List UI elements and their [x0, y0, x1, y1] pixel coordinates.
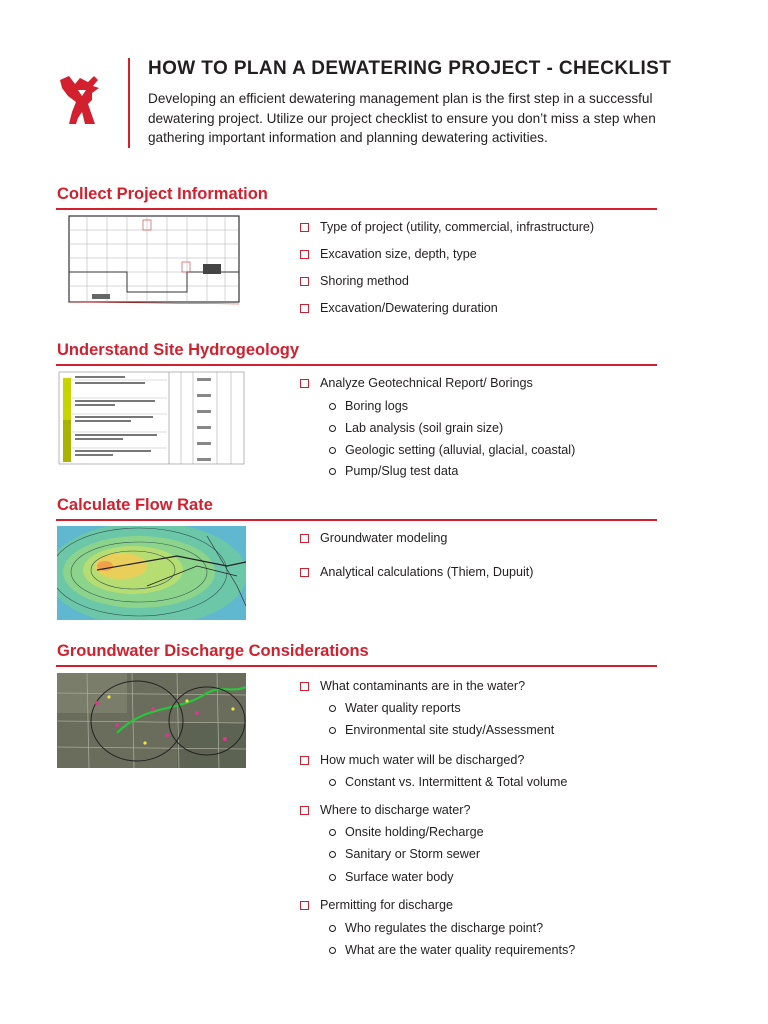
checklist-subitem: Water quality reports — [329, 701, 461, 715]
boring-log-image — [57, 370, 246, 466]
bullet-circle-icon — [329, 779, 336, 786]
checklist-item[interactable]: Permitting for discharge — [300, 898, 453, 912]
aerial-map-image — [57, 673, 246, 768]
bullet-circle-icon — [329, 829, 336, 836]
bullet-circle-icon — [329, 947, 336, 954]
griffin-logo-icon — [58, 74, 104, 126]
checkbox-icon[interactable] — [300, 304, 309, 313]
checkbox-icon[interactable] — [300, 682, 309, 691]
header-divider — [128, 58, 130, 148]
section-title-understand-site-hydrogeology: Understand Site Hydrogeology — [57, 341, 300, 359]
checkbox-icon[interactable] — [300, 379, 309, 388]
section-title-groundwater-discharge-considerations: Groundwater Discharge Considerations — [57, 642, 369, 660]
checklist-item[interactable]: Excavation size, depth, type — [300, 247, 477, 261]
checklist-subitem: Geologic setting (alluvial, glacial, coastal) — [329, 443, 575, 457]
checklist-item[interactable]: Groundwater modeling — [300, 531, 447, 545]
bullet-circle-icon — [329, 727, 336, 734]
checkbox-icon[interactable] — [300, 756, 309, 765]
section-divider — [56, 208, 657, 210]
checklist-subitem: Surface water body — [329, 870, 454, 884]
checkbox-icon[interactable] — [300, 223, 309, 232]
checklist-item[interactable]: Shoring method — [300, 274, 409, 288]
section-title-collect-project-information: Collect Project Information — [57, 185, 268, 203]
checklist-subitem: Who regulates the discharge point? — [329, 921, 543, 935]
bullet-circle-icon — [329, 468, 336, 475]
bullet-circle-icon — [329, 403, 336, 410]
checklist-item[interactable]: Where to discharge water? — [300, 803, 471, 817]
checkbox-icon[interactable] — [300, 568, 309, 577]
checklist-item[interactable]: Type of project (utility, commercial, infrastructure) — [300, 220, 594, 234]
checkbox-icon[interactable] — [300, 250, 309, 259]
page-title: HOW TO PLAN A DEWATERING PROJECT - CHECKLIST — [148, 58, 672, 79]
bullet-circle-icon — [329, 851, 336, 858]
bullet-circle-icon — [329, 705, 336, 712]
groundwater-model-contours-image — [57, 526, 246, 620]
section-divider — [56, 519, 657, 521]
section-divider — [56, 665, 657, 667]
checklist-item[interactable]: Excavation/Dewatering duration — [300, 301, 498, 315]
checklist-item[interactable]: What contaminants are in the water? — [300, 679, 525, 693]
bullet-circle-icon — [329, 425, 336, 432]
checklist-subitem: Boring logs — [329, 399, 408, 413]
checklist-subitem: Sanitary or Storm sewer — [329, 847, 480, 861]
checklist-subitem: Environmental site study/Assessment — [329, 723, 554, 737]
bullet-circle-icon — [329, 447, 336, 454]
checkbox-icon[interactable] — [300, 534, 309, 543]
checkbox-icon[interactable] — [300, 901, 309, 910]
checklist-subitem: Pump/Slug test data — [329, 464, 458, 478]
checklist-item[interactable]: Analytical calculations (Thiem, Dupuit) — [300, 565, 533, 579]
intro-paragraph: Developing an efficient dewatering management plan is the first step in a successful dewatering project. Utilize our project checklist to ensure you don’t miss a step when gathering important information and planning dewatering activities. — [148, 91, 656, 145]
checkbox-icon[interactable] — [300, 806, 309, 815]
bullet-circle-icon — [329, 874, 336, 881]
checklist-item[interactable]: Analyze Geotechnical Report/ Borings — [300, 376, 533, 390]
site-plan-drawing-image — [57, 212, 246, 308]
checklist-item[interactable]: How much water will be discharged? — [300, 753, 524, 767]
section-title-calculate-flow-rate: Calculate Flow Rate — [57, 496, 213, 514]
checklist-subitem: Onsite holding/Recharge — [329, 825, 484, 839]
bullet-circle-icon — [329, 925, 336, 932]
checkbox-icon[interactable] — [300, 277, 309, 286]
checklist-subitem: Lab analysis (soil grain size) — [329, 421, 503, 435]
checklist-subitem: Constant vs. Intermittent & Total volume — [329, 775, 567, 789]
checklist-subitem: What are the water quality requirements? — [329, 943, 575, 957]
section-divider — [56, 364, 657, 366]
